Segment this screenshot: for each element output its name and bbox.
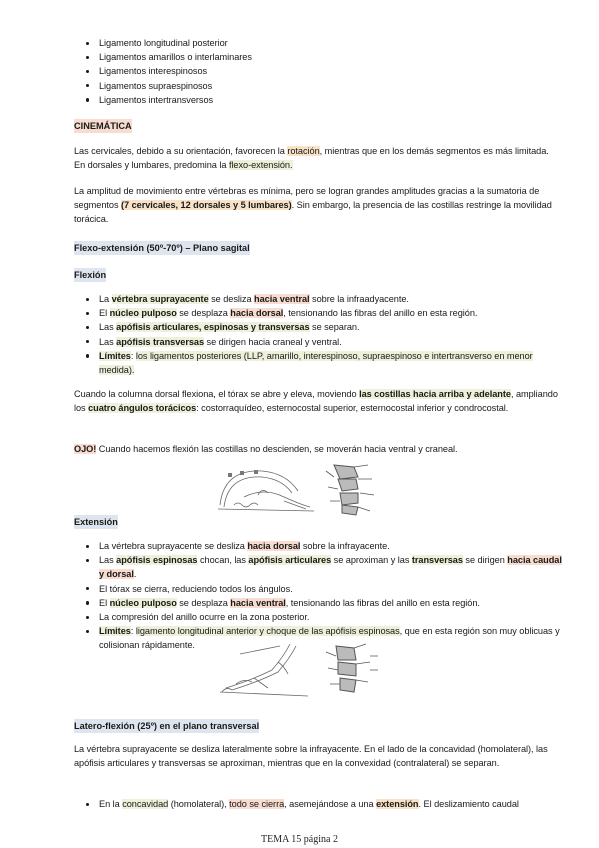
highlight: las costillas hacia arriba y adelante: [359, 389, 511, 399]
subheading-flexion: [74, 265, 562, 283]
text: sobre la infraadyacente.: [309, 294, 409, 304]
highlight: ligamento longitudinal anterior y choque de las apófisis espinosas: [135, 626, 400, 637]
highlight: apófisis transversas: [116, 336, 205, 347]
text: En la: [99, 799, 123, 809]
text: se desliza: [208, 294, 255, 304]
paragraph-latero: [74, 742, 562, 770]
highlight: vértebra suprayacente: [111, 294, 209, 304]
ligament-list: [99, 36, 562, 107]
heading-text: Extensión: [74, 517, 118, 527]
highlight: Límites: [99, 626, 131, 637]
text: Las cervicales, debido a su orientación, favorecen la: [74, 146, 288, 156]
text: , tensionando las fibras del anillo en esta región.: [283, 308, 478, 319]
highlight: hacia dorsal: [247, 541, 301, 551]
text: La vértebra suprayacente se desliza lateralmente sobre la infrayacente. En el lado de la concavidad (homolateral), las apófisis articulares y transversas se aproximan, mientras que en la convexidad (contralateral) se separan.: [74, 744, 548, 769]
text: .: [133, 569, 137, 580]
text: se aproximan y las: [331, 555, 412, 566]
list-item: [99, 335, 562, 349]
list-item: Ligamentos supraespinosos: [99, 79, 562, 93]
page-footer: TEMA 15 página 2: [261, 834, 338, 845]
ojo-note: [74, 442, 562, 456]
highlight: hacia ventral: [230, 597, 286, 608]
highlight: hacia caudal y dorsal: [99, 555, 562, 580]
list-item: [99, 320, 562, 334]
heading-text: Flexión: [74, 270, 107, 280]
list-item: [99, 292, 562, 306]
extension-illustration: [212, 640, 388, 702]
text: . Sin embargo, la presencia de las costillas restringe la movilidad torácica.: [74, 200, 552, 225]
list-item: [99, 553, 562, 581]
extension-list: [99, 539, 562, 653]
highlight: OJO!: [74, 444, 97, 454]
paragraph-cinematica-1: [74, 144, 562, 172]
text: El: [99, 308, 110, 319]
heading-text: CINEMÁTICA: [74, 121, 132, 131]
text: Cuando la columna dorsal flexiona, el tórax se abre y eleva, moviendo: [74, 389, 360, 399]
text: , que en esta región son muy oblicuas y colisionan rápidamente.: [99, 626, 560, 651]
heading-text: Flexo-extensión (50º-70º) – Plano sagital: [74, 243, 250, 253]
highlight: rotación: [287, 146, 320, 156]
highlight: extensión: [376, 799, 419, 809]
paragraph-flexion: [74, 387, 562, 415]
list-item: [99, 306, 562, 320]
text: La vértebra suprayacente se desliza: [99, 541, 248, 551]
highlight: Límites: [99, 350, 131, 361]
highlight: todo se cierra: [229, 799, 285, 809]
text: El tórax se cierra, reduciendo todos los ángulos.: [99, 583, 293, 594]
list-item: Ligamentos intertransversos: [99, 93, 562, 107]
text: se dirigen hacia craneal y ventral.: [204, 336, 342, 347]
flexion-list: [99, 292, 562, 377]
highlight: núcleo pulposo: [109, 597, 177, 608]
highlight: hacia dorsal: [230, 308, 284, 319]
text: Cuando hacemos flexión las costillas no descienden, se moverán hacia ventral y craneal.: [96, 444, 458, 454]
text: La compresión del anillo ocurre en la zona posterior.: [99, 612, 310, 623]
text: , mientras que en los demás segmentos es más limitada. En dorsales y lumbares, predomina la: [74, 146, 549, 171]
section-heading-latero: [74, 716, 562, 734]
list-item: [99, 596, 562, 610]
highlight: flexo-extensión.: [228, 160, 293, 171]
highlight: los ligamentos posteriores (LLP, amarillo, interespinoso, supraespinoso e intertransverso en menor medida).: [99, 350, 533, 376]
list-item: [99, 582, 562, 596]
highlight: apófisis articulares: [248, 555, 332, 566]
latero-list: [99, 797, 562, 811]
list-item: [99, 349, 562, 377]
text: :: [130, 626, 136, 637]
text: se separan.: [309, 322, 360, 333]
highlight: hacia ventral: [254, 294, 310, 304]
text: . El deslizamiento caudal: [418, 799, 519, 809]
flexion-illustration: [214, 461, 386, 517]
text: Las: [99, 322, 117, 333]
text: chocan, las: [197, 555, 249, 566]
heading-text: Latero-flexión (25º) en el plano transversal: [74, 721, 260, 731]
list-item: Ligamentos amarillos o interlaminares: [99, 50, 562, 64]
text: , ampliando los: [74, 389, 558, 414]
text: Las: [99, 555, 117, 566]
list-item: [99, 539, 562, 553]
highlight: (7 cervicales, 12 dorsales y 5 lumbares): [121, 200, 292, 211]
section-heading-cinematica: [74, 116, 562, 134]
text: sobre la infrayacente.: [300, 541, 390, 551]
highlight: cuatro ángulos torácicos: [88, 403, 197, 414]
text: La amplitud de movimiento entre vértebras es mínima, pero se logran grandes amplitudes gracias a la sumatoria de segmentos: [74, 186, 540, 211]
list-item: Ligamentos interespinosos: [99, 64, 562, 78]
text: (homolateral),: [168, 799, 230, 809]
list-item: Ligamento longitudinal posterior: [99, 36, 562, 50]
text: , asemejándose a una: [284, 799, 377, 809]
paragraph-cinematica-2: [74, 184, 562, 227]
list-item: [99, 797, 562, 811]
text: El: [99, 597, 110, 608]
text: se desplaza: [176, 597, 231, 608]
text: se dirigen: [462, 555, 508, 566]
text: , tensionando las fibras del anillo en esta región.: [285, 597, 480, 608]
text: La: [99, 294, 112, 304]
highlight: núcleo pulposo: [109, 308, 177, 319]
text: se desplaza: [176, 308, 231, 319]
text: Las: [99, 336, 117, 347]
list-item: [99, 610, 562, 624]
section-heading-flexo: [74, 238, 562, 256]
highlight: concavidad: [122, 799, 169, 809]
highlight: transversas: [411, 555, 463, 566]
text: : costorraquídeo, esternocostal superior, esternocostal inferior y condrocostal.: [196, 403, 509, 414]
highlight: apófisis espinosas: [116, 555, 198, 566]
text: :: [130, 350, 136, 361]
subheading-extension: [74, 512, 562, 530]
highlight: apófisis articulares, espinosas y transversas: [116, 322, 310, 333]
